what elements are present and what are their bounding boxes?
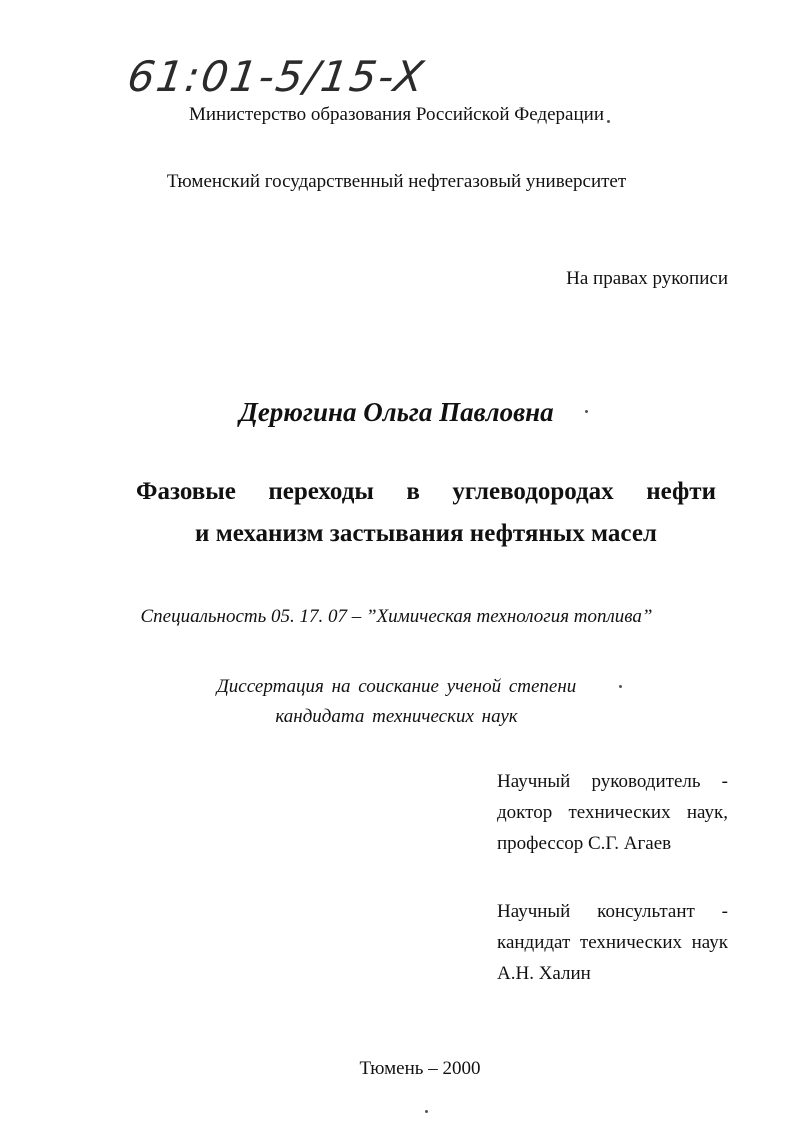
dissertation-title-line-1: Фазовые переходы в углеводородах нефти (136, 478, 716, 505)
supervisor-block (497, 766, 728, 859)
dissertation-degree-statement (0, 672, 793, 732)
scan-speck (619, 685, 622, 688)
degree-statement-line-1: Диссертация на соискание ученой степени (216, 676, 577, 697)
author-name: Дерюгина Ольга Павловна (239, 397, 554, 427)
consultant-name: А.Н. Халин (497, 963, 591, 984)
degree-statement-line-2: кандидата технических наук (275, 706, 518, 727)
dissertation-title-line-2: и механизм застывания нефтяных масел (195, 520, 657, 547)
university-heading: Тюменский государственный нефтегазовый университет (166, 171, 627, 192)
supervisor-degree: доктор технических наук, (497, 802, 728, 823)
supervisor-name: профессор С.Г. Агаев (497, 833, 672, 854)
supervisor-role: Научный руководитель - (497, 771, 728, 792)
ministry-heading: Министерство образования Российской Федерации (189, 104, 604, 125)
scan-speck (585, 410, 588, 413)
scan-speck (425, 1110, 428, 1113)
scan-speck (607, 120, 610, 123)
consultant-degree: кандидат технических наук (497, 932, 728, 953)
manuscript-rights-note: На правах рукописи (566, 268, 728, 289)
handwritten-catalog-code: 61:01-5/15-X (124, 52, 429, 101)
specialty-line: Специальность 05. 17. 07 – ”Химическая технология топлива” (140, 606, 653, 627)
city-and-year: Тюмень – 2000 (359, 1058, 481, 1079)
consultant-role: Научный консультант - (497, 901, 728, 922)
consultant-block (497, 896, 728, 989)
